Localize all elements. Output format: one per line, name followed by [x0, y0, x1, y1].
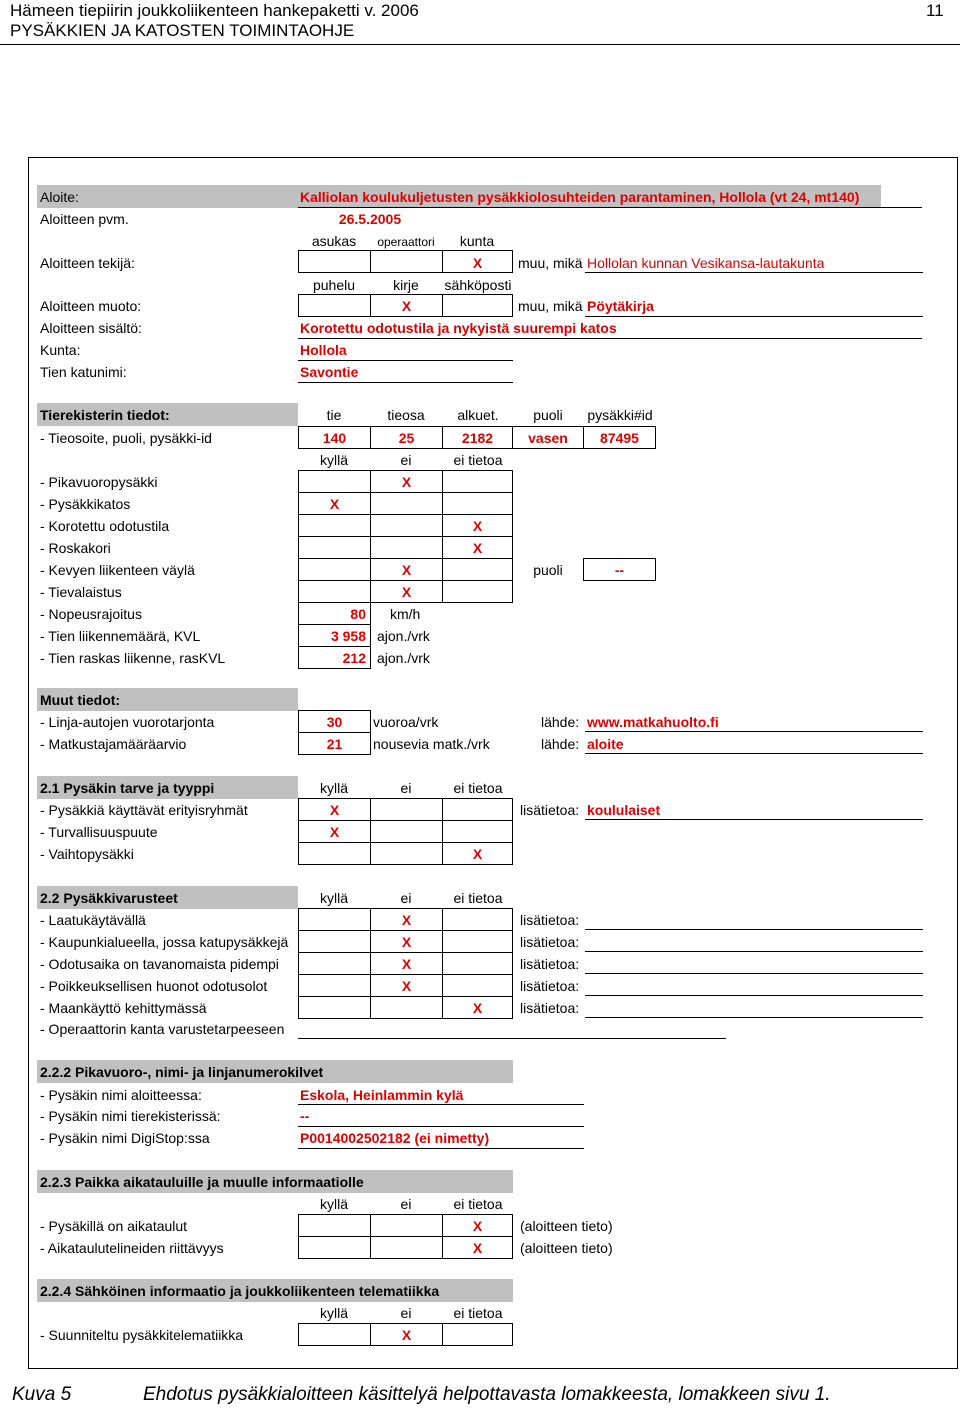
vaihto-label: - Vaihtopysäkki — [40, 846, 134, 862]
tekija-asukas-box[interactable] — [298, 250, 371, 273]
nimi-tr-underline — [298, 1126, 584, 1127]
nimi-ds-underline — [298, 1148, 584, 1149]
maankaytto-mark: X — [472, 1000, 483, 1016]
tr-col-ei-tietoa: ei tietoa — [453, 452, 503, 468]
tekija-other-underline — [585, 272, 923, 273]
kevyt-label: - Kevyen liikenteen väylä — [40, 562, 195, 578]
pikavuoro-eitietoa-box[interactable] — [442, 470, 513, 493]
linja-src: www.matkahuolto.fi — [587, 714, 719, 730]
tieosoite-id-value: 87495 — [600, 430, 639, 446]
katu-value: Savontie — [300, 364, 359, 380]
korotettu-mark: X — [472, 518, 483, 534]
tekija-col-operaattori: operaattori — [377, 235, 435, 249]
s223-col-ei: ei — [400, 1196, 412, 1212]
muoto-col-puhelu: puhelu — [312, 277, 356, 293]
muoto-label: Aloitteen muoto: — [40, 298, 142, 314]
odotusaika-label: - Odotusaika on tavanomaista pidempi — [40, 956, 279, 972]
tekija-label: Aloitteen tekijä: — [40, 255, 135, 271]
erityisryhmat-eitietoa-box[interactable] — [442, 798, 513, 821]
matk-value: 21 — [326, 736, 343, 752]
katos-mark: X — [329, 496, 340, 512]
s224-title: 2.2.4 Sähköinen informaatio ja joukkoliikenteen telematiikka — [40, 1283, 440, 1299]
vaihto-mark: X — [472, 846, 483, 862]
turvallisuus-mark: X — [329, 824, 340, 840]
odotusaika-mark: X — [401, 956, 412, 972]
telineet-note: (aloitteen tieto) — [520, 1240, 613, 1256]
tr-col-puoli: puoli — [533, 407, 563, 423]
nopeus-label: - Nopeusrajoitus — [40, 606, 142, 622]
matk-src-underline — [585, 753, 923, 754]
katupysakki-eitietoa-box[interactable] — [442, 930, 513, 953]
kvl-label: - Tien liikennemäärä, KVL — [40, 628, 201, 644]
s224-col-ei: ei — [400, 1305, 412, 1321]
telematiikka-kylla-box[interactable] — [298, 1323, 371, 1346]
odotusolot-label: - Poikkeuksellisen huonot odotusolot — [40, 978, 268, 994]
telematiikka-label: - Suunniteltu pysäkkitelematiikka — [40, 1327, 244, 1343]
nimi-aloite-value: Eskola, Heinlammin kylä — [300, 1087, 464, 1103]
figure-label: Kuva 5 — [12, 1384, 72, 1405]
laatukaytava-label: - Laatukäytävällä — [40, 912, 146, 928]
aloite-label: Aloite: — [40, 189, 79, 205]
aikataulut-mark: X — [472, 1218, 483, 1234]
muoto-other-value: Pöytäkirja — [587, 298, 654, 314]
erityisryhmat-ei-box[interactable] — [370, 798, 443, 821]
odotusaika-kylla-box[interactable] — [298, 952, 371, 975]
kunta-underline — [298, 360, 513, 361]
tr-col-tie: tie — [326, 407, 342, 423]
nopeus-value: 80 — [350, 606, 366, 622]
tr-col-kylla: kyllä — [319, 452, 348, 468]
tekija-other-label: muu, mikä — [518, 255, 583, 271]
roskakori-kylla-box[interactable] — [298, 536, 371, 559]
telineet-ei-box[interactable] — [370, 1236, 443, 1259]
s22-col-ei: ei — [400, 890, 412, 906]
linja-value: 30 — [326, 714, 343, 730]
nimi-aloite-underline — [298, 1104, 584, 1105]
katupysakki-label: - Kaupunkialueella, jossa katupysäkkejä — [40, 934, 289, 950]
maankaytto-lisa-underline — [585, 1017, 923, 1018]
vaihto-ei-box[interactable] — [370, 842, 443, 865]
tierekisteri-title: Tierekisterin tiedot: — [40, 407, 170, 423]
erityisryhmat-label: - Pysäkkiä käyttävät erityisryhmät — [40, 802, 248, 818]
telematiikka-eitietoa-box[interactable] — [442, 1323, 513, 1346]
tievalaistus-kylla-box[interactable] — [298, 580, 371, 603]
tievalaistus-eitietoa-box[interactable] — [442, 580, 513, 603]
document-subtitle: PYSÄKKIEN JA KATOSTEN TOIMINTAOHJE — [10, 21, 355, 40]
kvl-unit: ajon./vrk — [377, 628, 430, 644]
tieosoite-label: - Tieosoite, puoli, pysäkki-id — [40, 430, 212, 446]
sisalto-label: Aloitteen sisältö: — [40, 320, 142, 336]
katos-ei-box[interactable] — [370, 492, 443, 515]
tekija-other-value: Hollolan kunnan Vesikansa-lautakunta — [587, 255, 825, 271]
turvallisuus-ei-box[interactable] — [370, 820, 443, 843]
matk-src: aloite — [587, 736, 624, 752]
roskakori-ei-box[interactable] — [370, 536, 443, 559]
telineet-kylla-box[interactable] — [298, 1236, 371, 1259]
laatukaytava-lisa-label: lisätietoa: — [520, 912, 580, 928]
muoto-col-sahkoposti: sähköposti — [444, 277, 512, 293]
raskas-value: 212 — [342, 650, 366, 666]
muoto-col-kirje: kirje — [393, 277, 419, 293]
pvm-label: Aloitteen pvm. — [40, 211, 129, 227]
nimi-aloite-label: - Pysäkin nimi aloitteessa: — [40, 1087, 202, 1103]
kevyt-eitietoa-box[interactable] — [442, 558, 513, 581]
kunta-value: Hollola — [300, 342, 347, 358]
roskakori-mark: X — [472, 540, 483, 556]
pikavuoro-mark: X — [401, 474, 412, 490]
odotusolot-lisa-label: lisätietoa: — [520, 978, 580, 994]
roskakori-label: - Roskakori — [40, 540, 111, 556]
muoto-kirje-mark: X — [401, 298, 412, 314]
tekija-operaattori-box[interactable] — [370, 250, 443, 273]
telineet-label: - Aikataulutelineiden riittävyys — [40, 1240, 224, 1256]
turvallisuus-eitietoa-box[interactable] — [442, 820, 513, 843]
linja-unit: vuoroa/vrk — [373, 714, 439, 730]
aikataulut-ei-box[interactable] — [370, 1214, 443, 1237]
tievalaistus-mark: X — [401, 584, 412, 600]
document-title: Hämeen tiepiirin joukkoliikenteen hankepaketti v. 2006 — [10, 1, 419, 20]
s222-title: 2.2.2 Pikavuoro-, nimi- ja linjanumerokilvet — [40, 1064, 324, 1080]
odotusolot-eitietoa-box[interactable] — [442, 974, 513, 997]
maankaytto-label: - Maankäyttö kehittymässä — [40, 1000, 207, 1016]
s21-col-ei: ei — [400, 780, 412, 796]
s223-title: 2.2.3 Paikka aikatauluille ja muulle informaatiolle — [40, 1174, 364, 1190]
muoto-puhelu-box[interactable] — [298, 294, 371, 317]
tr-col-pysakki-id: pysäkki#id — [587, 407, 653, 423]
katupysakki-mark: X — [401, 934, 412, 950]
korotettu-label: - Korotettu odotustila — [40, 518, 170, 534]
page-number: 11 — [926, 1, 944, 20]
matk-src-label: lähde: — [541, 736, 580, 752]
s22-col-kylla: kyllä — [319, 890, 348, 906]
s22-col-ei-tietoa: ei tietoa — [453, 890, 503, 906]
maankaytto-kylla-box[interactable] — [298, 996, 371, 1019]
s22-title: 2.2 Pysäkkivarusteet — [40, 890, 178, 906]
s21-col-ei-tietoa: ei tietoa — [453, 780, 503, 796]
muoto-sahkoposti-box[interactable] — [442, 294, 513, 317]
operaattori-underline — [298, 1038, 726, 1039]
tekija-col-asukas: asukas — [311, 233, 357, 249]
odotusaika-lisa-underline — [585, 973, 923, 974]
odotusaika-eitietoa-box[interactable] — [442, 952, 513, 975]
s224-col-kylla: kyllä — [319, 1305, 348, 1321]
odotusolot-kylla-box[interactable] — [298, 974, 371, 997]
s223-col-ei-tietoa: ei tietoa — [453, 1196, 503, 1212]
nimi-tr-label: - Pysäkin nimi tierekisterissä: — [40, 1108, 221, 1124]
telineet-mark: X — [472, 1240, 483, 1256]
kevyt-puoli-value: -- — [614, 562, 625, 578]
nimi-tr-value: -- — [300, 1108, 310, 1124]
erityisryhmat-mark: X — [329, 802, 340, 818]
tr-col-alkuet: alkuet. — [457, 407, 499, 423]
telematiikka-mark: X — [401, 1327, 412, 1343]
erityisryhmat-lisa-label: lisätietoa: — [520, 802, 580, 818]
sisalto-underline — [298, 338, 922, 339]
muoto-other-label: muu, mikä — [518, 298, 583, 314]
tievalaistus-label: - Tievalaistus — [40, 584, 122, 600]
s223-col-kylla: kyllä — [319, 1196, 348, 1212]
s21-title: 2.1 Pysäkin tarve ja tyyppi — [40, 780, 215, 796]
linja-label: - Linja-autojen vuorotarjonta — [40, 714, 215, 730]
muoto-other-underline — [585, 316, 923, 317]
maankaytto-lisa-label: lisätietoa: — [520, 1000, 580, 1016]
katu-underline — [298, 382, 513, 383]
aloite-value: Kalliolan koulukuljetusten pysäkkiolosuhteiden parantaminen, Hollola (vt 24, mt140) — [300, 189, 860, 205]
erityisryhmat-lisa-value: koululaiset — [587, 802, 661, 818]
pikavuoro-kylla-box[interactable] — [298, 470, 371, 493]
kvl-value: 3 958 — [330, 628, 366, 644]
raskas-unit: ajon./vrk — [377, 650, 430, 666]
tieosoite-tie-value: 140 — [322, 430, 347, 446]
kevyt-mark: X — [401, 562, 412, 578]
laatukaytava-eitietoa-box[interactable] — [442, 908, 513, 931]
kunta-label: Kunta: — [40, 342, 81, 358]
kevyt-kylla-box[interactable] — [298, 558, 371, 581]
sisalto-value: Korotettu odotustila ja nykyistä suurempi katos — [300, 320, 617, 336]
tr-col-tieosa: tieosa — [387, 407, 425, 423]
aikataulut-kylla-box[interactable] — [298, 1214, 371, 1237]
matk-label: - Matkustajamääräarvio — [40, 736, 187, 752]
katupysakki-lisa-underline — [585, 951, 923, 952]
raskas-label: - Tien raskas liikenne, rasKVL — [40, 650, 226, 666]
muut-title: Muut tiedot: — [40, 692, 121, 708]
laatukaytava-mark: X — [401, 912, 412, 928]
figure-caption: Ehdotus pysäkkialoitteen käsittelyä helpottavasta lomakkeesta, lomakkeen sivu 1. — [143, 1384, 831, 1405]
korotettu-kylla-box[interactable] — [298, 514, 371, 537]
operaattori-label: - Operaattorin kanta varustetarpeeseen — [40, 1021, 285, 1037]
aloite-underline — [298, 207, 922, 208]
vaihto-kylla-box[interactable] — [298, 842, 371, 865]
laatukaytava-lisa-underline — [585, 929, 923, 930]
odotusolot-mark: X — [401, 978, 412, 994]
odotusaika-lisa-label: lisätietoa: — [520, 956, 580, 972]
korotettu-ei-box[interactable] — [370, 514, 443, 537]
nopeus-unit: km/h — [390, 606, 421, 622]
s224-col-ei-tietoa: ei tietoa — [453, 1305, 503, 1321]
nimi-ds-value: P0014002502182 (ei nimetty) — [300, 1130, 490, 1146]
aikataulut-label: - Pysäkillä on aikataulut — [40, 1218, 188, 1234]
pvm-value: 26.5.2005 — [338, 211, 402, 227]
tekija-col-kunta: kunta — [459, 233, 495, 249]
s21-col-kylla: kyllä — [319, 780, 348, 796]
matk-unit: nousevia matk./vrk — [373, 736, 490, 752]
turvallisuus-label: - Turvallisuuspuute — [40, 824, 158, 840]
nimi-ds-label: - Pysäkin nimi DigiStop:ssa — [40, 1130, 210, 1146]
aikataulut-note: (aloitteen tieto) — [520, 1218, 613, 1234]
tieosoite-tieosa-value: 25 — [398, 430, 415, 446]
kevyt-puoli-label: puoli — [533, 562, 563, 578]
katu-label: Tien katunimi: — [40, 364, 127, 380]
tieosoite-alkuet-value: 2182 — [461, 430, 494, 446]
laatukaytava-kylla-box[interactable] — [298, 908, 371, 931]
tr-col-ei: ei — [400, 452, 412, 468]
tekija-kunta-mark: X — [472, 255, 483, 271]
katupysakki-lisa-label: lisätietoa: — [520, 934, 580, 950]
pikavuoro-label: - Pikavuoropysäkki — [40, 474, 158, 490]
tieosoite-puoli-value: vasen — [528, 430, 568, 446]
maankaytto-ei-box[interactable] — [370, 996, 443, 1019]
katos-eitietoa-box[interactable] — [442, 492, 513, 515]
erityisryhmat-lisa-underline — [585, 819, 923, 820]
linja-src-label: lähde: — [541, 714, 580, 730]
odotusolot-lisa-underline — [585, 995, 923, 996]
header-rule — [0, 44, 960, 45]
katupysakki-kylla-box[interactable] — [298, 930, 371, 953]
linja-src-underline — [585, 731, 923, 732]
katos-label: - Pysäkkikatos — [40, 496, 131, 512]
